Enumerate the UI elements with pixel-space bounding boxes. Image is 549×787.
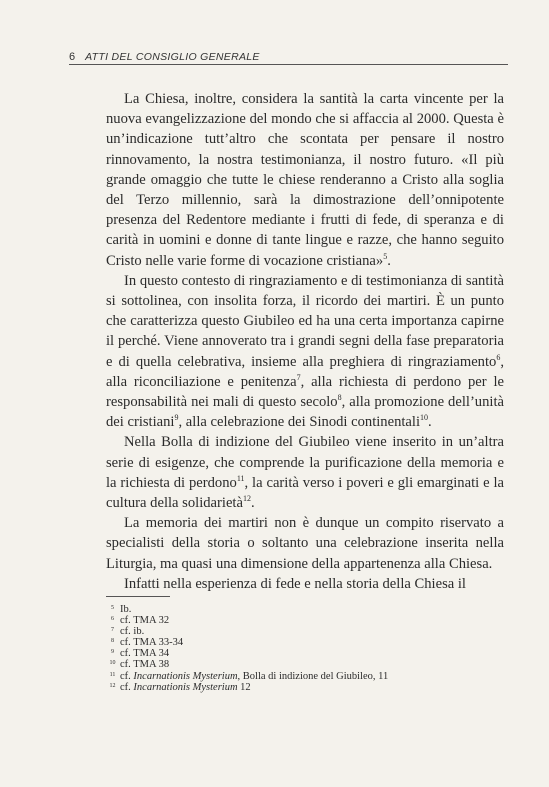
footnote	[106, 659, 506, 670]
footnotes	[106, 604, 506, 693]
footnote-title: Incarnationis Mysterium	[133, 681, 238, 693]
paragraph-1-end: .	[387, 252, 391, 269]
footnote-number: 7	[111, 627, 114, 634]
footnote	[106, 615, 506, 626]
footnote-ref-9: 9	[174, 413, 179, 423]
footnote-text: cf. TMA 32	[120, 615, 170, 627]
footnote-ref-5: 5	[383, 251, 388, 261]
footnote-prefix: cf.	[120, 670, 134, 682]
paragraph-2-text: In questo contesto di ringraziamento e di testimonianza di santità si sottolinea, con insolita forza, il ricordo dei martiri. È un punto che caratterizza questo Giubileo ed ha una certa importanza capirne il perché. Viene annoverato tra i grandi segni della fase preparatoria e di quella celebrativa, insieme alla preghiera di ringraziamento	[106, 272, 504, 370]
footnote-text	[119, 671, 388, 682]
footnote-number: 11	[109, 671, 116, 678]
paragraph-1	[106, 89, 504, 271]
footnote-text: cf. ib.	[120, 626, 145, 638]
body-text	[106, 89, 504, 594]
paragraph-2-seg-7: , alla richiesta di perdono per le responsabilità nei mali di questo secolo	[106, 373, 504, 411]
page-header	[69, 47, 508, 65]
paragraph-3-seg-11: , la carità verso i poveri e gli emarginati e la cultura della solidarietà	[106, 474, 504, 512]
footnote	[106, 682, 506, 693]
paragraph-2-end: .	[428, 414, 432, 431]
paragraph-3	[106, 432, 504, 513]
paragraph-1-text: La Chiesa, inoltre, considera la santità la carta vincente per la nuova evangelizzazione del mondo che si affaccia al 2000. Questa è un’indicazione tutt’altro che scontata per pensare il nostro rinnovamento, la nostra testimonianza, il nostro futuro. «Il più grande omaggio che tutte le chiese renderanno a Cristo alla soglia del Terzo millennio, sarà la dimostrazione dell’onnipotente presenza del Redentore mediante i frutti di fede, di speranza e di carità in uomini e donne di tante lingue e razze, che hanno seguito Cristo nelle varie forme di vocazione cristiana»	[106, 91, 504, 269]
paragraph-2-seg-9: , alla celebrazione dei Sinodi continentali	[178, 414, 421, 431]
paragraph-2-seg-8: , alla promozione dell’unità dei cristiani	[106, 394, 504, 431]
footnote-number: 10	[109, 660, 116, 667]
paragraph-3-text: Nella Bolla di indizione del Giubileo viene inserito in un’altra serie di esigenze, che comprende la purificazione della memoria e la richiesta di perdono	[106, 434, 504, 491]
footnote-ref-7: 7	[296, 372, 301, 382]
footnote-title: Incarnationis Mysterium	[133, 670, 238, 682]
footnote-number: 8	[111, 638, 114, 645]
footnote-ref-10: 10	[420, 413, 429, 423]
paragraph-5: Infatti nella esperienza di fede e nella storia della Chiesa il	[124, 575, 466, 592]
footnote-divider	[106, 596, 170, 597]
footnote-ref-8: 8	[337, 393, 342, 403]
footnote-number: 9	[111, 649, 114, 656]
paragraph-4: La memoria dei martiri non è dunque un compito riservato a specialisti della storia o soltanto una celebrazione inserita nella Liturgia, ma quasi una dimensione della appartenenza alla Chiesa.	[106, 515, 504, 572]
page-number: 6	[69, 51, 76, 63]
footnote-ref-11: 11	[236, 473, 245, 483]
footnote-text: cf. TMA 38	[120, 659, 170, 671]
footnote-text	[119, 682, 251, 693]
paragraph-2	[106, 271, 504, 433]
paragraph-3-end: .	[250, 495, 255, 512]
footnote	[106, 637, 506, 648]
footnote-suffix: , Bolla di indizione del Giubileo, 11	[237, 670, 389, 682]
footnote-number: 12	[109, 682, 116, 689]
footnote-text: Ib.	[120, 604, 132, 615]
footnote-ref-6: 6	[496, 352, 501, 362]
footnote	[106, 671, 506, 682]
footnote	[106, 648, 506, 659]
footnote	[106, 626, 506, 637]
paragraph-2-seg-6: , alla riconciliazione e penitenza	[106, 353, 504, 390]
footnote-number: 6	[111, 616, 114, 623]
footnote	[106, 604, 506, 615]
footnote-prefix: cf.	[120, 681, 134, 693]
footnote-text: cf. TMA 34	[120, 648, 170, 660]
footnote-number: 5	[111, 605, 114, 611]
footnote-ref-12: 12	[242, 494, 251, 504]
footnote-suffix: 12	[237, 681, 251, 693]
running-title: ATTI DEL CONSIGLIO GENERALE	[85, 51, 260, 63]
footnote-text: cf. TMA 33-34	[120, 637, 184, 649]
